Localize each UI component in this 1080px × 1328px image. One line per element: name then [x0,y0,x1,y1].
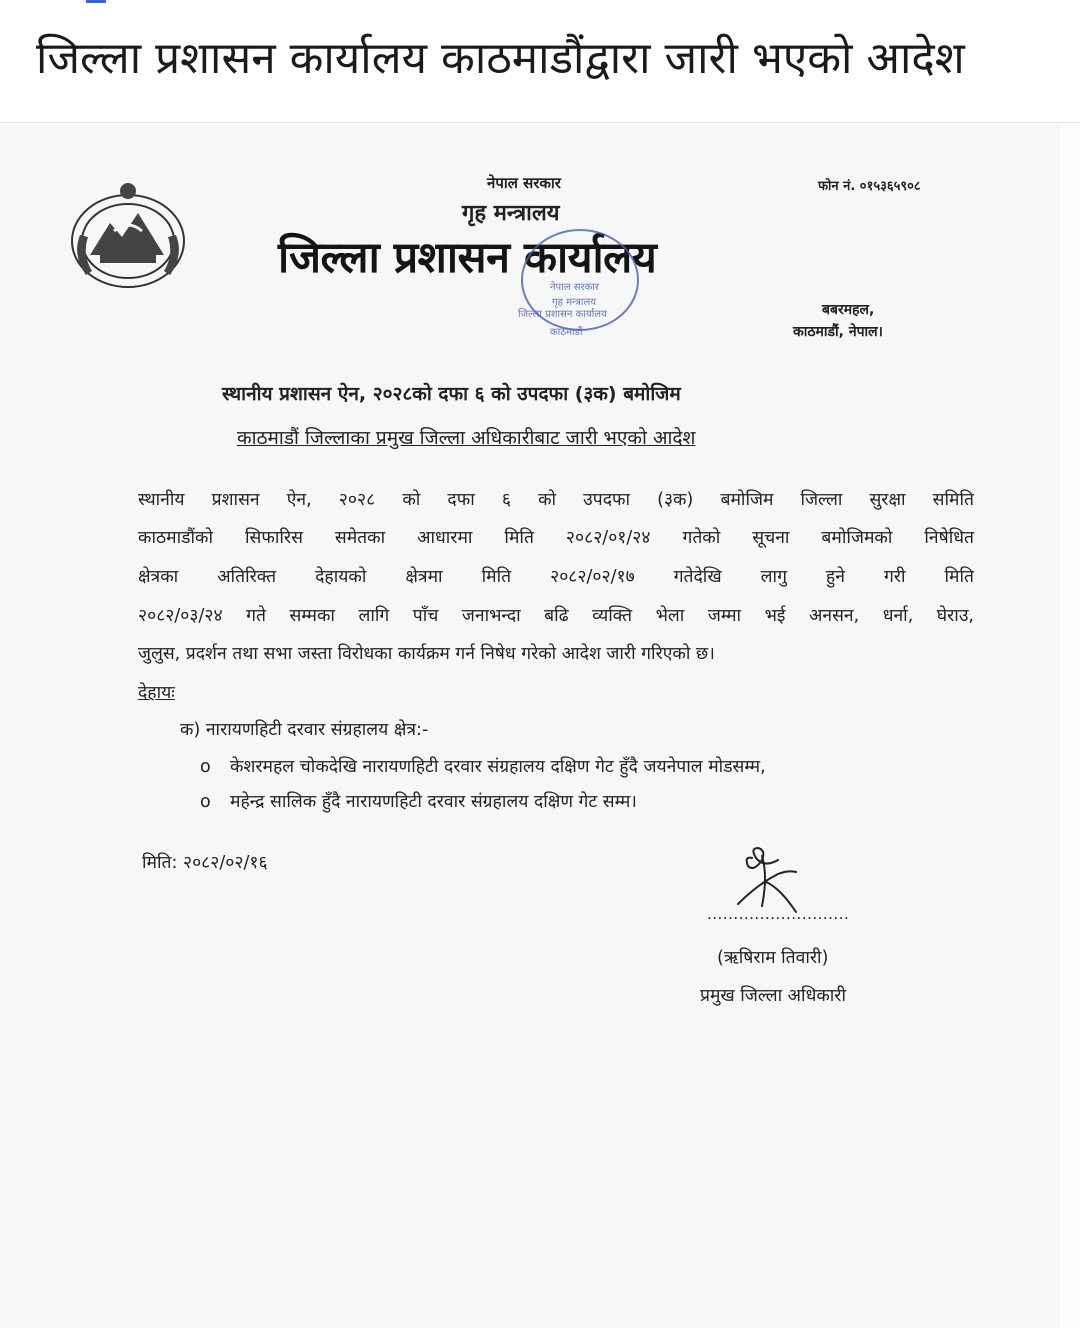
subject-line-1: स्थानीय प्रशासन ऐन, २०२८को दफा ६ को उपदफा (३क) बमोजिम [222,383,681,405]
issue-date: मिति: २०८२/०२/१६ [142,853,268,873]
address-line-2: काठमाडौं, नेपाल। [793,324,883,340]
ministry-label: गृह मन्त्रालय [462,201,560,226]
post-headline: जिल्ला प्रशासन कार्यालय काठमाडौंद्वारा जारी भएको आदेश [36,33,965,84]
bullet-icon: o [200,757,211,777]
top-indicator [86,0,106,3]
stamp-line-4: काठमाडौं [550,327,583,338]
nepal-emblem-icon [60,175,196,295]
subject-line-2: काठमाडौं जिल्लाका प्रमुख जिल्ला अधिकारीबाट जारी भएको आदेश [237,427,696,449]
phone-number: फोन नं. ०१५३६५९०८ [818,179,921,194]
stamp-line-2: गृह मन्त्रालय [552,297,597,308]
list-item-text: केशरमहल चोकदेखि नारायणहिटी दरवार संग्रहालय दक्षिण गेट हुँदै जयनेपाल मोडसम्म, [230,757,766,777]
body-line: स्थानीय प्रशासन ऐन, २०२८ को दफा ६ को उपदफा (३क) बमोजिम जिल्ला सुरक्षा समिति [138,490,974,510]
list-item-text: महेन्द्र सालिक हुँदै नारायणहिटी दरवार संग्रहालय दक्षिण गेट सम्म। [230,792,637,812]
document-edge [1060,123,1080,1328]
body-line: २०८२/०३/२४ गते सम्मका लागि पाँच जनाभन्दा बढि व्यक्ति भेला जम्मा भई अनसन, धर्ना, घेराउ, [138,606,974,626]
body-line: जुलुस, प्रदर्शन तथा सभा जस्ता विरोधका कार्यक्रम गर्न निषेध गरेको आदेश जारी गरिएको छ। [138,644,715,664]
signer-name: (ऋषिराम तिवारी) [717,948,829,968]
body-line: काठमाडौंको सिफारिस समेतका आधारमा मिति २०८२/०१/२४ गतेको सूचना बमोजिमको निषेधित [138,528,974,548]
signature-dots: ........................... [707,905,850,923]
dehay-label: देहायः [138,683,175,703]
list-item [200,754,766,778]
bullet-icon: o [200,792,211,812]
stamp-line-3: जिल्ला प्रशासन कार्यालय [518,309,607,320]
area-title: क) नारायणहिटी दरवार संग्रहालय क्षेत्र:- [180,720,429,740]
office-stamp-icon [510,225,640,345]
address-line-1: बबरमहल, [822,302,875,318]
office-title: जिल्ला प्रशासन कार्यालय [278,233,657,283]
body-line: क्षेत्रका अतिरिक्त देहायको क्षेत्रमा मिति २०८२/०२/१७ गतेदेखि लागु हुने गरी मिति [138,567,974,587]
stamp-line-1: नेपाल सरकार [550,282,599,293]
government-label: नेपाल सरकार [487,174,561,192]
list-item [200,789,637,813]
signer-designation: प्रमुख जिल्ला अधिकारी [700,986,846,1006]
